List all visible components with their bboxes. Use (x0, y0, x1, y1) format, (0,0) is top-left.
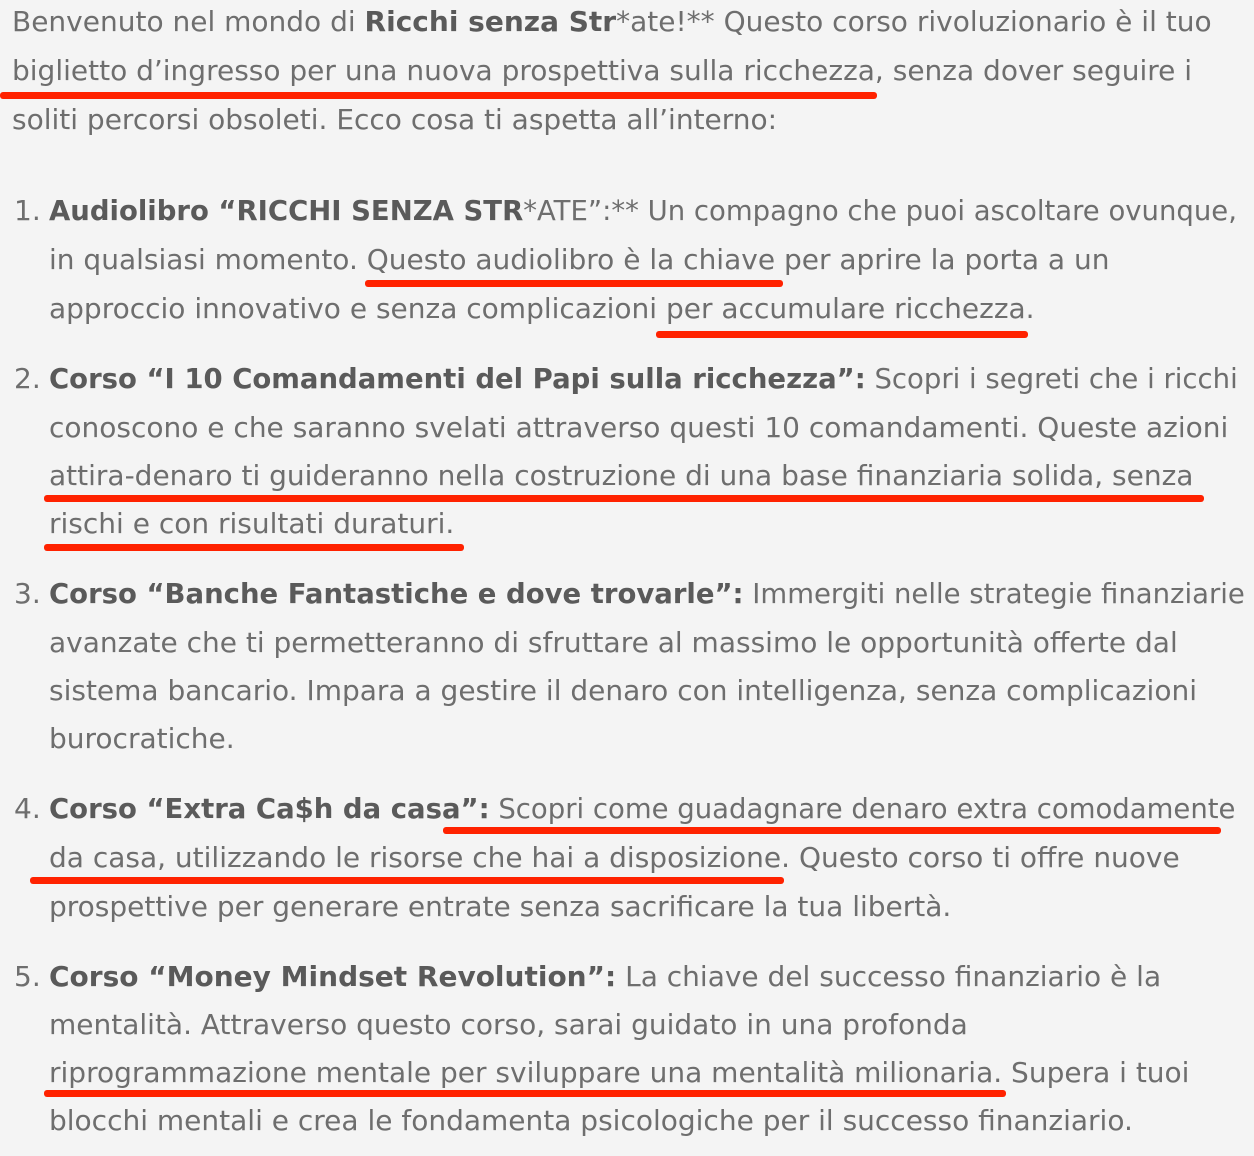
highlight-underline (30, 877, 784, 884)
highlight-underline (443, 827, 1221, 834)
list-item-5-line-4: blocchi mentali e crea le fondamenta psicologiche per il successo finanziario. (49, 1104, 1133, 1137)
list-item-text: *ATE”:** Un compagno che puoi ascoltare ovunque, (523, 195, 1237, 227)
list-item-4-line-2: da casa, utilizzando le risorse che hai a disposizione. Questo corso ti offre nuove (49, 841, 1180, 874)
list-item-title: Corso “Money Mindset Revolution”: (49, 960, 617, 993)
list-item-1-line-3: approccio innovativo e senza complicazioni per accumulare ricchezza. (49, 292, 1035, 325)
list-number: 3. (14, 577, 41, 610)
list-item-1-line-2: in qualsiasi momento. Questo audiolibro è la chiave per aprire la porta a un (49, 243, 1110, 276)
list-item-2-line-1 (49, 355, 1238, 403)
highlight-underline (656, 331, 1028, 338)
highlight-underline (44, 544, 464, 551)
list-item-5-line-3: riprogrammazione mentale per sviluppare una mentalità milionaria. Supera i tuoi (49, 1056, 1190, 1089)
list-item-1-line-1 (49, 187, 1237, 235)
intro-line-2: biglietto d’ingresso per una nuova prospettiva sulla ricchezza, senza dover seguire i (12, 54, 1193, 87)
list-item-5-line-1 (49, 953, 1161, 1001)
list-item-title: Corso “Extra Ca$h da casa”: (49, 793, 490, 825)
list-number: 4. (14, 792, 41, 825)
list-number: 1. (14, 194, 41, 227)
highlight-underline (365, 280, 783, 287)
intro-text: Benvenuto nel mondo di (12, 5, 365, 38)
list-item-3-line-4: burocratiche. (49, 722, 235, 755)
list-item-title: Audiolibro “RICCHI SENZA STR (49, 195, 524, 227)
highlight-underline (44, 495, 1204, 502)
highlight-underline (44, 1090, 1006, 1097)
list-number: 5. (14, 960, 41, 993)
list-number: 2. (14, 362, 41, 395)
list-item-4-line-3: prospettive per generare entrate senza sacrificare la tua libertà. (49, 890, 952, 923)
intro-line-1 (12, 0, 1212, 46)
intro-bold-title: Ricchi senza Str (364, 5, 617, 38)
list-item-2-line-2: conoscono e che saranno svelati attraverso questi 10 comandamenti. Queste azioni (49, 411, 1229, 444)
list-item-text: Scopri i segreti che i ricchi (865, 363, 1238, 395)
list-item-2-line-4: rischi e con risultati duraturi. (49, 507, 455, 540)
intro-line-3: soliti percorsi obsoleti. Ecco cosa ti aspetta all’interno: (12, 103, 778, 136)
list-item-5-line-2: mentalità. Attraverso questo corso, sarai guidato in una profonda (49, 1008, 968, 1041)
list-item-text: La chiave del successo finanziario è la (616, 960, 1162, 993)
list-item-3-line-1 (49, 570, 1245, 618)
list-item-4-line-1 (49, 785, 1235, 833)
list-item-title: Corso “I 10 Comandamenti del Papi sulla ricchezza”: (49, 363, 866, 395)
intro-text: *ate!** Questo corso rivoluzionario è il tuo (616, 5, 1212, 38)
highlight-underline (0, 92, 877, 99)
list-item-text: Scopri come guadagnare denaro extra comodamente (489, 793, 1236, 825)
list-item-text: Immergiti nelle strategie finanziarie (743, 578, 1245, 610)
list-item-3-line-2: avanzate che ti permetteranno di sfruttare al massimo le opportunità offerte dal (49, 626, 1178, 659)
list-item-2-line-3: attira-denaro ti guideranno nella costruzione di una base finanziaria solida, senza (49, 459, 1194, 492)
list-item-3-line-3: sistema bancario. Impara a gestire il denaro con intelligenza, senza complicazioni (49, 674, 1197, 707)
list-item-title: Corso “Banche Fantastiche e dove trovarle”: (49, 578, 744, 610)
